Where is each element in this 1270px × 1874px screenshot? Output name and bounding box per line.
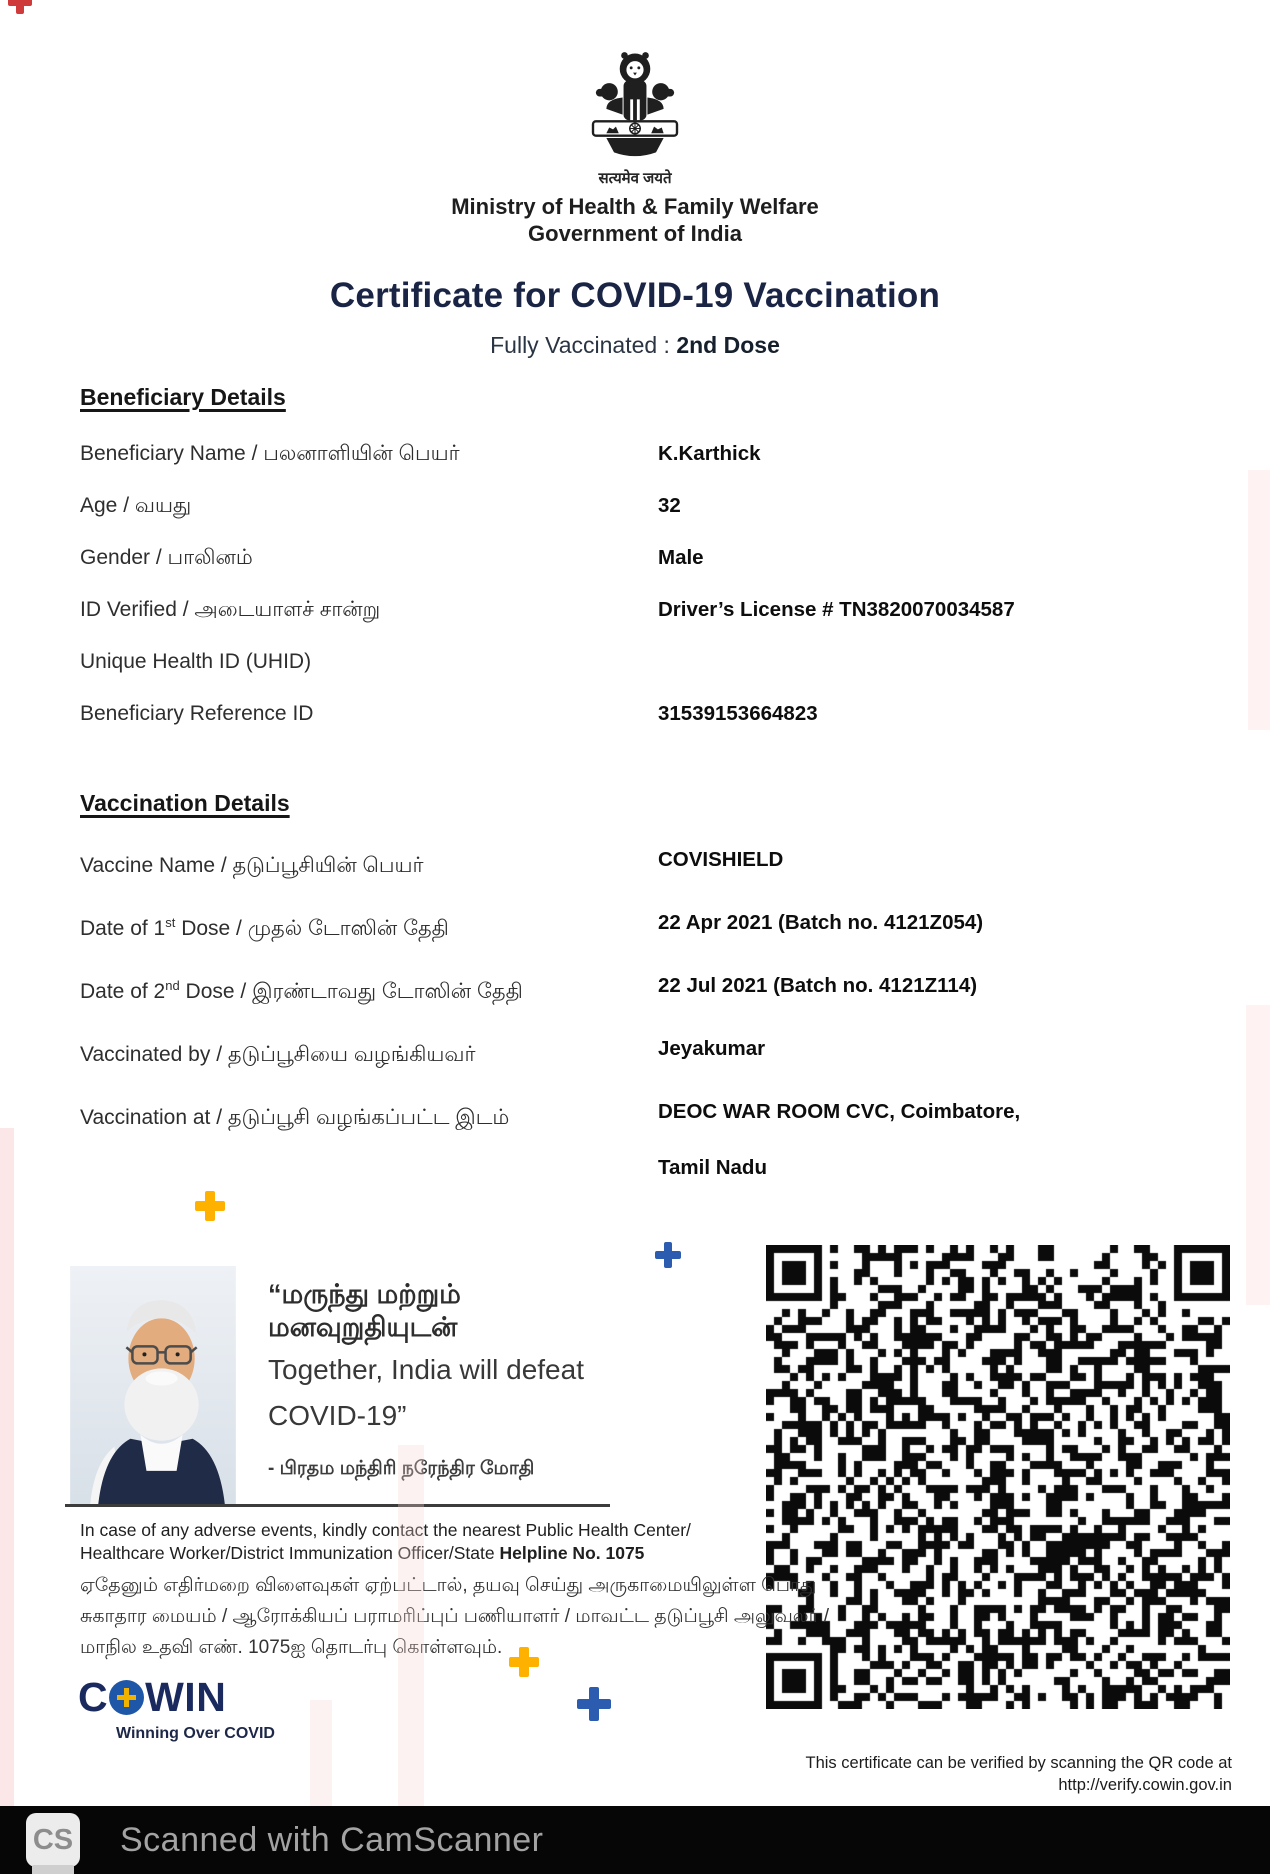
field-label: Date of 2nd Dose / இரண்டாவது டோஸின் தேதி xyxy=(80,978,523,1003)
field-value: K.Karthick xyxy=(658,442,761,465)
camscanner-watermark: Scanned with CamScanner xyxy=(120,1820,544,1859)
field-value: 32 xyxy=(658,494,681,517)
certificate-title: Certificate for COVID-19 Vaccination xyxy=(329,276,941,315)
decor-plus-blue-icon xyxy=(577,1687,611,1721)
field-value: 31539153664823 xyxy=(658,702,818,725)
status-prefix: Fully Vaccinated : xyxy=(490,332,677,358)
beneficiary-row xyxy=(80,649,1240,674)
dose-label: 2nd Dose xyxy=(676,332,780,358)
cowin-tagline: Winning Over COVID xyxy=(116,1725,275,1742)
helpline-number: Helpline No. 1075 xyxy=(499,1543,645,1563)
ministry-name: Ministry of Health & Family Welfare xyxy=(451,194,819,219)
vaccination-details-heading: Vaccination Details xyxy=(80,790,290,816)
field-label: ID Verified / அடையாளச் சான்று xyxy=(80,598,381,621)
field-label: Gender / பாலினம் xyxy=(80,546,253,569)
adverse-events-note xyxy=(80,1519,691,1565)
field-value: 22 Jul 2021 (Batch no. 4121Z114) xyxy=(658,974,978,997)
camscanner-bar xyxy=(0,1806,1270,1874)
cowin-logo-text: C xyxy=(78,1674,109,1720)
beneficiary-row xyxy=(80,493,1240,518)
field-value: Jeyakumar xyxy=(658,1037,766,1060)
verify-line: This certificate can be verified by scanning the QR code at xyxy=(805,1754,1232,1772)
field-label: Vaccinated by / தடுப்பூசியை வழங்கியவர் xyxy=(80,1043,476,1066)
pm-quote-banner xyxy=(65,1232,610,1507)
field-value: COVISHIELD xyxy=(658,848,784,871)
vaccination-details-section xyxy=(80,790,1240,1212)
beneficiary-details-heading: Beneficiary Details xyxy=(80,384,286,410)
decor-plus-red-icon xyxy=(8,0,32,14)
beneficiary-row xyxy=(80,545,1240,570)
cowin-logo xyxy=(78,1674,275,1743)
emblem-motto: सत्यमेव जयते xyxy=(598,170,672,187)
cowin-plus-circle-icon xyxy=(109,1680,144,1715)
field-value: Driver’s License # TN3820070034587 xyxy=(658,598,1015,621)
beneficiary-row xyxy=(80,441,1240,466)
scan-artifact xyxy=(1248,470,1270,730)
beneficiary-row xyxy=(80,701,1240,726)
decor-plus-yellow-icon xyxy=(195,1191,225,1221)
field-label: Vaccine Name / தடுப்பூசியின் பெயர் xyxy=(80,854,424,877)
adverse-events-note-tamil xyxy=(80,1570,829,1663)
vaccination-row xyxy=(80,973,1240,1004)
scan-artifact xyxy=(1246,1005,1270,1305)
quote-attribution: - பிரதம மந்திரி நரேந்திர மோதி xyxy=(268,1458,535,1479)
field-label: Beneficiary Reference ID xyxy=(80,702,314,725)
field-value: DEOC WAR ROOM CVC, Coimbatore, Tamil Nadu xyxy=(658,1100,1021,1179)
pm-quote xyxy=(268,1278,608,1482)
field-value: 22 Apr 2021 (Batch no. 4121Z054) xyxy=(658,911,984,934)
field-label: Beneficiary Name / பலனாளியின் பெயர் xyxy=(80,442,460,465)
quote-tamil-line: மனவுறுதியுடன் xyxy=(268,1312,458,1342)
field-label: Vaccination at / தடுப்பூசி வழங்கப்பட்ட இடம் xyxy=(80,1106,510,1129)
national-emblem-icon xyxy=(576,44,694,170)
scan-artifact xyxy=(0,1128,14,1806)
vaccination-row xyxy=(80,847,1240,878)
camscanner-logo-icon: CS xyxy=(26,1813,80,1867)
adverse-tamil-line: ஏதேனும் எதிர்மறை விளைவுகள் ஏற்பட்டால், தயவு செய்து அருகாமையிலுள்ள பொது xyxy=(80,1575,817,1596)
field-value: Male xyxy=(658,546,704,569)
adverse-tamil-line: சுகாதார மையம் / ஆரோக்கியப் பராமரிப்புப் பணியாளர் / மாவட்ட தடுப்பூசி அலுவலர் / xyxy=(80,1606,830,1627)
vaccination-row xyxy=(80,1036,1240,1067)
verify-note xyxy=(806,1752,1232,1796)
adverse-line: In case of any adverse events, kindly contact the nearest Public Health Center/ xyxy=(80,1520,691,1540)
field-label: Unique Health ID (UHID) xyxy=(80,650,312,673)
pm-modi-photo xyxy=(70,1266,236,1504)
field-label: Age / வயது xyxy=(80,494,192,517)
beneficiary-row xyxy=(80,597,1240,622)
vaccination-status-line xyxy=(0,332,1270,359)
cowin-logo-text: WIN xyxy=(145,1674,227,1720)
verify-url: http://verify.cowin.gov.in xyxy=(1058,1776,1232,1794)
government-name: Government of India xyxy=(528,221,742,246)
qr-code xyxy=(766,1245,1230,1709)
quote-english-line: COVID-19” xyxy=(268,1400,407,1431)
field-label: Date of 1st Dose / முதல் டோஸின் தேதி xyxy=(80,915,449,940)
adverse-line: Healthcare Worker/District Immunization Officer/State Helpline No. 1075 xyxy=(80,1543,645,1563)
scan-artifact xyxy=(310,1700,332,1806)
beneficiary-details-section xyxy=(80,384,1240,753)
quote-english-line: Together, India will defeat xyxy=(268,1354,584,1385)
vaccination-row xyxy=(80,1099,1240,1180)
adverse-tamil-line: மாநில உதவி எண். 1075ஐ தொடர்பு கொள்ளவும். xyxy=(80,1637,503,1658)
vaccination-row xyxy=(80,910,1240,941)
decor-plus-blue-icon xyxy=(655,1242,681,1268)
quote-tamil-line: “மருந்து மற்றும் xyxy=(268,1279,461,1309)
